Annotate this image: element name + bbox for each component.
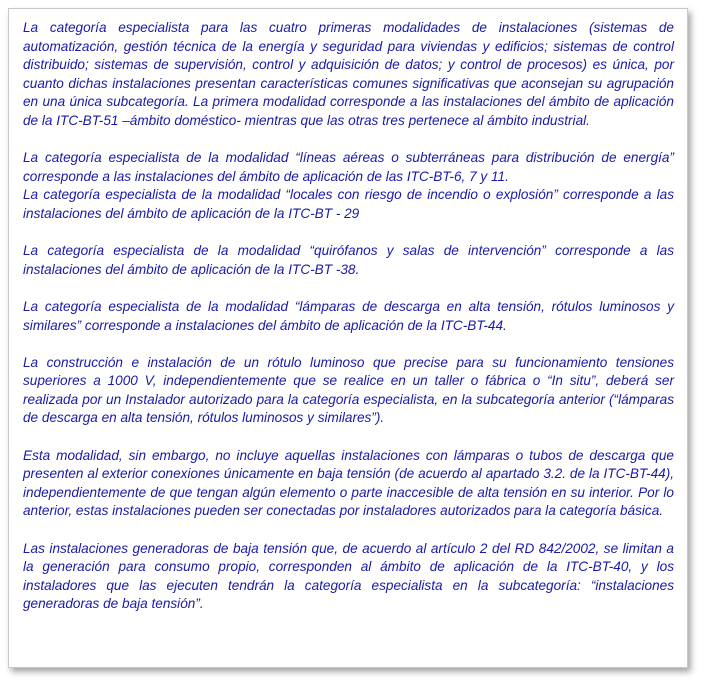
paragraph-generadoras: Las instalaciones generadoras de baja tensión que, de acuerdo al artículo 2 del RD 842/2002, se limitan a la generación para consumo propio, corresponden al ámbito de aplicación de la ITC-BT-40, y los instaladores que las ejecuten tendrán la categoría especialista en la subcategoría: “instalaciones generadoras de baja tensión”.	[23, 540, 674, 612]
paragraph-quirofanos: La categoría especialista de la modalidad “quirófanos y salas de intervención” corresponde a las instalaciones del ámbito de aplicación de la ITC-BT -38.	[23, 243, 674, 277]
paragraph-categoria-cuatro-modalidades: La categoría especialista para las cuatro primeras modalidades de instalaciones (sistemas de automatización, gestión técnica de la energía y seguridad para viviendas y edificios; sistemas de control distribuido; sistemas de supervisión, control y adquisición de datos; y control de procesos) es única, por cuanto dichas instalaciones presentan características comunes significativas que aconsejan su agrupación en una única subcategoría. La primera modalidad corresponde a las instalaciones del ámbito de aplicación de la ITC-BT-51 –ámbito doméstico- mientras que las otras tres pertenece al ámbito industrial.	[23, 20, 674, 128]
paragraph-rotulo-luminoso: La construcción e instalación de un rótulo luminoso que precise para su funcionamiento tensiones superiores a 1000 V, independientemente que se realice en un taller o fábrica o “In situ”, deberá ser realizada por un Instalador autorizado para la categoría especialista, en la subcategoría anterior (“lámparas de descarga en alta tensión, rótulos luminosos y similares”).	[23, 354, 674, 426]
paragraph-lamparas-descarga: La categoría especialista de la modalidad “lámparas de descarga en alta tensión, rótulos luminosos y similares” corresponde a instalaciones del ámbito de aplicación de la ITC-BT-44.	[23, 298, 674, 333]
paragraph-lineas-aereas: La categoría especialista de la modalidad “líneas aéreas o subterráneas para distribución de energía” corresponde a las instalaciones del ámbito de aplicación de las ITC-BT-6, 7 y 11.	[23, 150, 674, 184]
paragraph-esta-modalidad: Esta modalidad, sin embargo, no incluye aquellas instalaciones con lámparas o tubos de descarga que presenten al exterior conexiones únicamente en baja tensión (de acuerdo al apartado 3.2. de la ITC-BT-44), independientemente de que tengan algún elemento o parte inaccesible de alta tensión en su interior. Por lo anterior, estas instalaciones pueden ser conectadas por instaladores autorizados para la categoría básica.	[23, 447, 674, 519]
paragraph-locales-riesgo: La categoría especialista de la modalidad “locales con riesgo de incendio o explosión” corresponde a las instalaciones del ámbito de aplicación de la ITC-BT - 29	[23, 187, 674, 221]
document-body[interactable]	[23, 19, 674, 614]
document-page	[8, 8, 688, 668]
